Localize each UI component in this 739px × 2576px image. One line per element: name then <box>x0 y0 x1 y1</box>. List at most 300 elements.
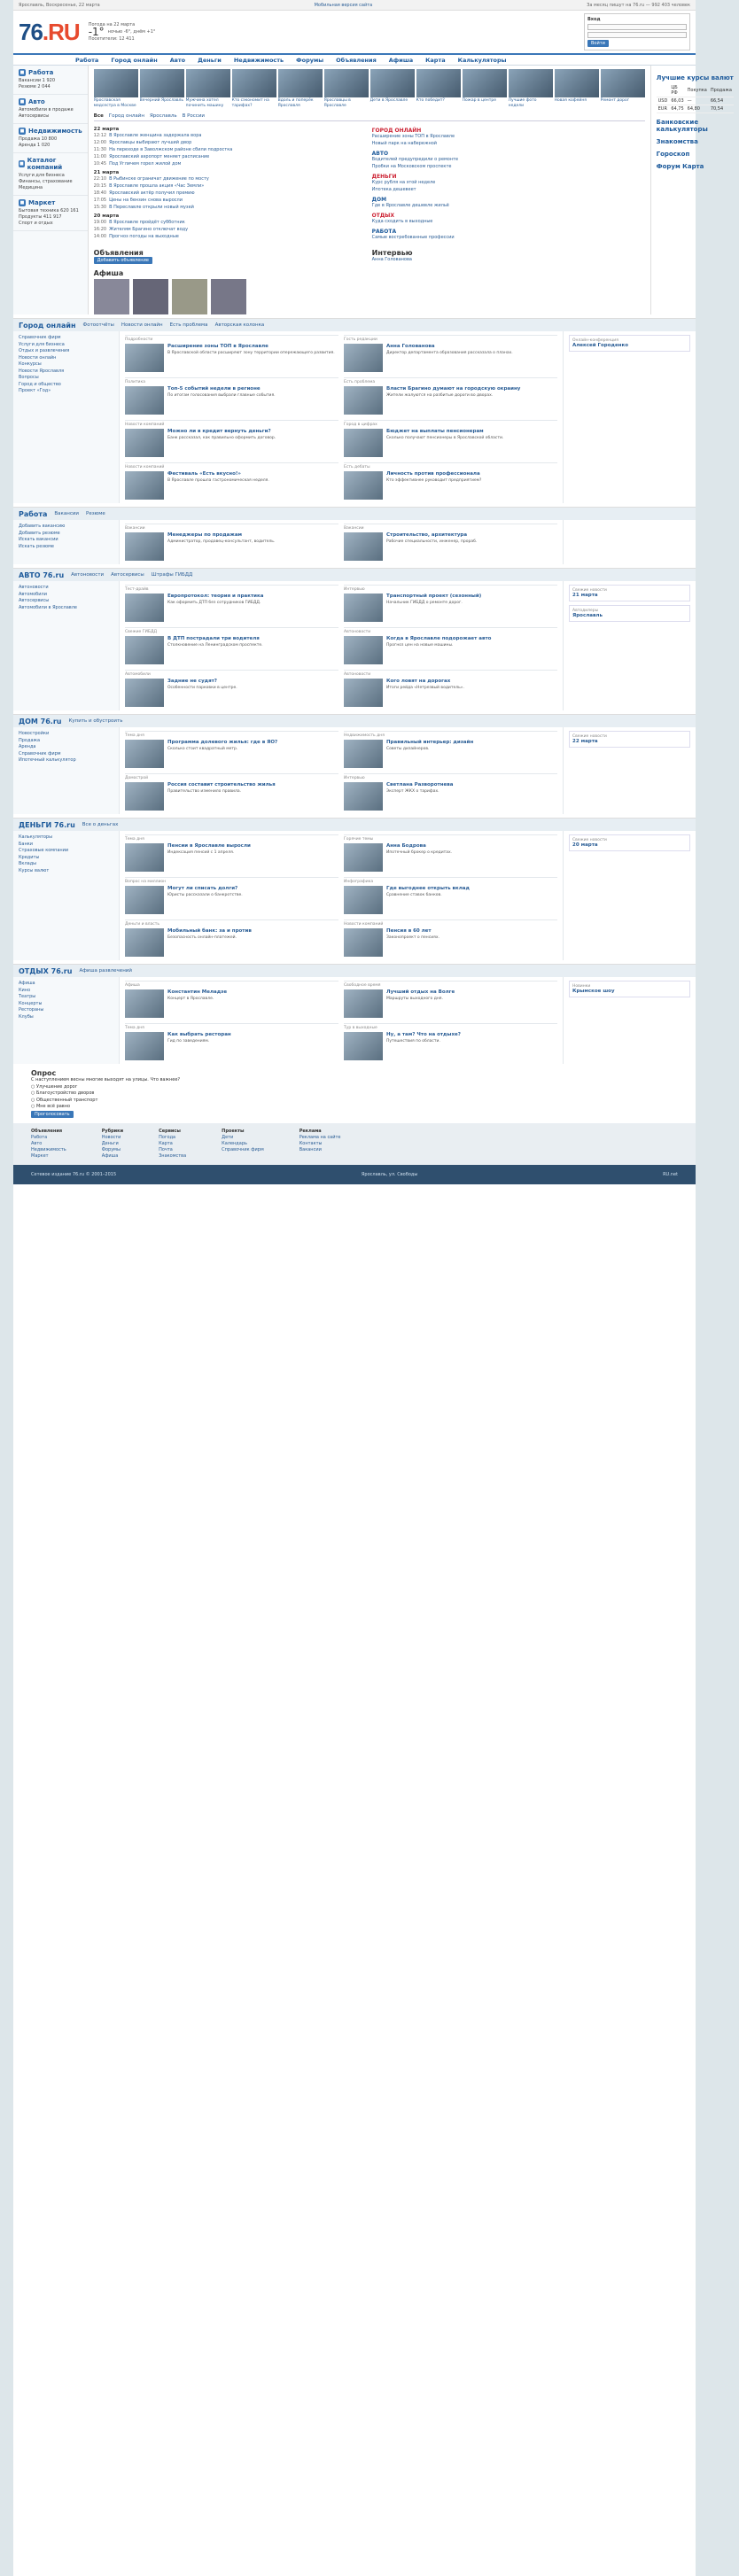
aside-title[interactable]: 20 марта <box>572 842 598 848</box>
partner-logo[interactable]: RU.net <box>663 1171 678 1177</box>
article-title[interactable]: Задние не судят? <box>167 679 218 684</box>
article-photo[interactable] <box>344 928 383 957</box>
footer-link[interactable]: Карта <box>159 1140 173 1146</box>
article-card <box>344 731 557 768</box>
category-title[interactable]: РАБОТА <box>371 229 397 235</box>
article-title[interactable]: Анна Бодрова <box>386 843 426 849</box>
article-card <box>344 773 557 811</box>
article-title[interactable]: Ну, а там? Что на отдыхе? <box>386 1032 461 1037</box>
article-title[interactable]: Как выбрать ресторан <box>167 1032 231 1037</box>
photo-caption[interactable]: Пожар в центре <box>462 98 496 103</box>
photo-image[interactable] <box>94 69 138 97</box>
section-sidebar-link[interactable]: Город и общество <box>19 381 61 387</box>
article-photo[interactable] <box>125 594 164 622</box>
footer-link[interactable]: Почта <box>159 1146 173 1152</box>
add-ad-button[interactable]: Добавить объявление <box>94 257 152 264</box>
category-news-item[interactable]: Водителей предупредили о ремонте <box>371 157 459 162</box>
photo-image[interactable] <box>601 69 645 97</box>
section-sidebar-link[interactable]: Афиша <box>19 981 35 986</box>
afisha-poster[interactable] <box>211 279 246 314</box>
footer-link[interactable]: Контакты <box>299 1140 323 1146</box>
article-photo[interactable] <box>125 989 164 1018</box>
article-photo[interactable] <box>344 843 383 872</box>
section-sidebar-link[interactable]: Отдых и развлечения <box>19 348 70 353</box>
photo-thumb[interactable] <box>324 69 369 108</box>
section-sidebar-link[interactable]: Театры <box>19 994 36 999</box>
article-title[interactable]: Топ-5 событий недели в регионе <box>167 386 261 392</box>
footer-column <box>299 1129 341 1160</box>
news-item[interactable] <box>94 161 367 167</box>
article-title[interactable]: Власти Брагино думают на городскую окраину <box>386 386 521 392</box>
footer-link[interactable]: Знакомства <box>159 1152 187 1159</box>
article-desc: Столкновение на Ленинградском проспекте. <box>167 642 263 648</box>
photo-thumb[interactable] <box>278 69 323 108</box>
photo-image[interactable] <box>370 69 415 97</box>
section-link[interactable]: Автоновости <box>71 572 105 578</box>
section-sidebar-link[interactable]: Добавить вакансию <box>19 524 66 529</box>
news-item[interactable] <box>94 227 367 233</box>
section-sidebar-link[interactable]: Автомобили в Ярославле <box>19 604 78 610</box>
article-photo[interactable] <box>125 532 164 561</box>
vote-button[interactable]: Проголосовать <box>31 1111 74 1118</box>
article-label: Интервью <box>344 776 365 780</box>
article-photo[interactable] <box>344 782 383 811</box>
photo-caption[interactable]: Ремонт дорог <box>600 98 630 103</box>
section-link[interactable]: Купить и обустроить <box>68 718 123 724</box>
section-sidebar-link[interactable]: Новости Ярославля <box>19 368 65 374</box>
section-aside <box>563 331 696 503</box>
article-title[interactable]: Анна Голованова <box>386 344 435 349</box>
left-section-link[interactable]: Вакансии 1 920 <box>19 78 55 83</box>
section-sidebar-link[interactable]: Вклады <box>19 861 37 866</box>
left-section-link[interactable]: Аренда 1 020 <box>19 143 51 148</box>
header <box>13 11 696 53</box>
article-photo[interactable] <box>125 429 164 457</box>
photo-image[interactable] <box>186 69 230 97</box>
news-title[interactable]: Под Угличем горел жилой дом <box>109 161 182 167</box>
footer-link[interactable]: Календарь <box>222 1140 247 1146</box>
photo-thumb[interactable] <box>94 69 138 108</box>
news-item[interactable] <box>94 147 367 153</box>
section-link[interactable]: Резюме <box>86 511 105 516</box>
nav-work[interactable]: Работа <box>75 56 99 64</box>
article-photo[interactable] <box>125 928 164 957</box>
photo-caption[interactable]: Кто сэкономит на тарифах? <box>231 98 269 108</box>
article-title[interactable]: Фестиваль «Есть вкусно!» <box>167 471 241 477</box>
left-section-link[interactable]: Автосервисы <box>19 113 50 119</box>
section-sidebar-link[interactable]: Вопросы <box>19 375 39 380</box>
section-sidebar-link[interactable]: Страховые компании <box>19 848 69 853</box>
article-title[interactable]: Лучший отдых на Волге <box>386 989 455 995</box>
news-title[interactable]: Ярославский актёр получил премию <box>109 190 195 196</box>
news-item[interactable] <box>94 190 367 197</box>
article-text <box>167 636 263 664</box>
section-sidebar-link[interactable]: Автоновости <box>19 585 49 590</box>
nav-forums[interactable]: Форумы <box>296 56 324 64</box>
aside-title[interactable]: Ярославль <box>572 613 603 618</box>
left-section-link[interactable]: Финансы, страхование <box>19 179 73 184</box>
article-photo[interactable] <box>344 429 383 457</box>
afisha-poster[interactable] <box>172 279 207 314</box>
footer-link[interactable]: Недвижимость <box>31 1146 66 1152</box>
news-item[interactable] <box>94 176 367 182</box>
article-title[interactable]: Строительство, архитектура <box>386 532 468 538</box>
article-title[interactable]: Правильный интерьер: дизайн <box>386 740 474 745</box>
category-title[interactable]: ГОРОД ОНЛАЙН <box>371 128 422 134</box>
left-section-link[interactable]: Спорт и отдых <box>19 221 53 226</box>
section-sidebar-link[interactable]: Калькуляторы <box>19 834 53 840</box>
photo-image[interactable] <box>509 69 553 97</box>
news-title[interactable]: На переходе в Заволжском районе сбили подростка <box>109 147 233 152</box>
section-body <box>13 727 696 814</box>
photo-thumb[interactable] <box>463 69 507 108</box>
left-section-title[interactable] <box>19 199 82 206</box>
article-title[interactable]: Светлана Разворотнева <box>386 782 454 788</box>
article-card <box>125 524 338 561</box>
book-icon: ■ <box>19 161 24 167</box>
article-photo[interactable] <box>125 1032 164 1060</box>
article-photo[interactable] <box>344 636 383 664</box>
article-photo[interactable] <box>344 886 383 914</box>
section-sidebar-link[interactable]: Рестораны <box>19 1007 44 1013</box>
article-photo[interactable] <box>125 782 164 811</box>
section-link[interactable]: Все о деньгах <box>82 822 119 827</box>
section-link[interactable]: Новости онлайн <box>121 322 163 328</box>
article-title[interactable]: Когда в Ярославле подорожает авто <box>386 636 492 641</box>
weather-link[interactable]: Погода на 22 марта <box>88 22 136 27</box>
left-section-title[interactable] <box>19 69 82 76</box>
news-date: 22 марта <box>93 127 120 132</box>
article-title[interactable]: Менеджеры по продажам <box>167 532 243 538</box>
photo-thumb[interactable] <box>186 69 230 108</box>
news-title[interactable]: В Ярославле прошла акция «Час Земли» <box>109 183 205 189</box>
article-photo[interactable] <box>125 843 164 872</box>
news-title[interactable]: В Ярославле женщина задержала вора <box>109 133 202 138</box>
aside-label: Свежие новости <box>572 734 607 739</box>
footer-link[interactable]: Реклама на сайте <box>299 1134 341 1140</box>
photo-caption[interactable]: Ярославская медсестра в Москве <box>93 98 136 108</box>
left-section-title[interactable] <box>19 157 82 171</box>
photo-image[interactable] <box>278 69 323 97</box>
photo-caption[interactable]: Мужчина хотел починить машину <box>185 98 224 108</box>
section-header <box>13 569 696 581</box>
category-title[interactable]: ДЕНЬГИ <box>371 174 397 180</box>
left-section-link[interactable]: Бытовая техника 620 161 <box>19 208 79 213</box>
section-title[interactable]: Работа <box>19 509 48 518</box>
article-row <box>344 989 557 1018</box>
category-news-item[interactable]: Куда сходить в выходные <box>371 219 433 224</box>
article-photo[interactable] <box>344 679 383 707</box>
section-title[interactable]: ДЕНЬГИ 76.ru <box>19 820 75 829</box>
article-label: Свободное время <box>344 983 381 988</box>
article-title[interactable]: Россия составит строительство жилья <box>167 782 276 788</box>
poll-option[interactable]: ○ Мне всё равно <box>31 1104 71 1109</box>
login-box <box>584 13 690 50</box>
section-link[interactable]: Фотоотчёты <box>82 322 114 328</box>
footer-link[interactable]: Авто <box>31 1140 43 1146</box>
interview-block <box>372 249 645 264</box>
section-sidebar-link[interactable]: Искать резюме <box>19 543 54 549</box>
aside-title[interactable]: 22 марта <box>572 739 598 744</box>
photo-caption[interactable]: Лучшие фото недели <box>508 98 537 108</box>
section-title[interactable]: АВТО 76.ru <box>19 570 65 579</box>
photo-caption[interactable]: Вдоль и поперёк Ярославля <box>277 98 314 108</box>
article-title[interactable]: Можно ли в кредит вернуть деньги? <box>167 429 271 434</box>
article-photo[interactable] <box>344 471 383 500</box>
article-title[interactable]: Личность против профессионала <box>386 471 480 477</box>
photo-thumb[interactable] <box>232 69 276 108</box>
photo-caption[interactable]: Вечерний Ярославль <box>139 98 184 103</box>
category-news-item[interactable]: Курс рубля на этой неделе <box>371 180 436 185</box>
interview-name[interactable]: Анна Голованова <box>371 257 412 262</box>
section-sidebar-link[interactable]: Автомобили <box>19 591 47 597</box>
article-label: Вакансии <box>125 526 145 531</box>
left-section-link[interactable]: Услуги для бизнеса <box>19 173 65 178</box>
footer-link[interactable]: Работа <box>31 1134 48 1140</box>
login-button[interactable]: Войти <box>587 40 609 47</box>
footer-link[interactable]: Новости <box>101 1134 121 1140</box>
article-title[interactable]: Константин Меладзе <box>167 989 228 995</box>
news-item[interactable] <box>94 183 367 190</box>
article-photo[interactable] <box>344 594 383 622</box>
section-sidebar-link[interactable]: Новостройки <box>19 731 50 736</box>
article-title[interactable]: Мобильный банк: за и против <box>167 928 252 934</box>
tab-all[interactable]: Все <box>93 113 104 119</box>
password-field[interactable] <box>587 32 687 38</box>
category-title[interactable]: ДОМ <box>371 197 387 203</box>
article-title[interactable]: Пенсия в 60 лет <box>386 928 432 934</box>
tab-yar[interactable]: Ярославль <box>149 113 177 119</box>
article-title[interactable]: Расширение зоны ТОП в Ярославле <box>167 344 268 349</box>
section-sidebar-link[interactable]: Справочник фирм <box>19 335 61 340</box>
section-title[interactable]: Город онлайн <box>19 321 76 330</box>
section-sidebar-link[interactable]: Аренда <box>19 744 36 749</box>
poll-option[interactable]: ○ Благоустройство дворов <box>31 1090 95 1096</box>
nav-realty[interactable]: Недвижимость <box>233 56 284 64</box>
footer-link[interactable]: Погода <box>159 1134 176 1140</box>
article-text <box>167 989 227 1018</box>
section-sidebar-link[interactable]: Банки <box>19 841 34 847</box>
section-sidebar-link[interactable]: Продажа <box>19 737 41 743</box>
footer-link[interactable]: Форумы <box>101 1146 121 1152</box>
category-news-item[interactable]: Расширение зоны ТОП в Ярославле <box>371 134 455 139</box>
photo-image[interactable] <box>416 69 461 97</box>
nav-ads[interactable]: Объявления <box>336 56 377 64</box>
section-link[interactable]: Штрафы ГИБДД <box>151 572 193 578</box>
article-photo[interactable] <box>125 344 164 372</box>
photo-image[interactable] <box>463 69 507 97</box>
nav-calc[interactable]: Калькуляторы <box>457 56 507 64</box>
nav-afisha[interactable]: Афиша <box>388 56 414 64</box>
section-sidebar-link[interactable]: Искать вакансии <box>19 537 58 542</box>
section-sidebar-link[interactable]: Новости онлайн <box>19 354 57 361</box>
photo-image[interactable] <box>555 69 599 97</box>
news-title[interactable]: В Рыбинске ограничат движение по мосту <box>109 176 209 182</box>
photo-thumb[interactable] <box>601 69 645 108</box>
tab-city[interactable]: Город онлайн <box>108 113 144 119</box>
afisha-poster[interactable] <box>94 279 129 314</box>
section-link[interactable]: Автосервисы <box>111 572 144 578</box>
poll <box>13 1064 696 1123</box>
article-title[interactable]: Транспортный проект (сезонный) <box>386 594 482 599</box>
news-item[interactable] <box>94 198 367 204</box>
photo-image[interactable] <box>324 69 369 97</box>
article-photo[interactable] <box>125 886 164 914</box>
section-sidebar-link[interactable]: Ипотечный калькулятор <box>19 757 76 763</box>
left-section-title[interactable] <box>19 128 82 135</box>
left-section-link[interactable]: Медицина <box>19 185 43 190</box>
news-item[interactable] <box>94 133 367 139</box>
footer-link[interactable]: Справочник фирм <box>222 1146 264 1152</box>
calc-title[interactable]: Банковские калькуляторы <box>656 119 708 133</box>
article-title[interactable]: Пенсии в Ярославле выросли <box>167 843 251 849</box>
photo-thumb[interactable] <box>509 69 553 108</box>
article-row <box>125 636 338 664</box>
article-card <box>344 585 557 622</box>
article-photo[interactable] <box>125 679 164 707</box>
section-sidebar-link[interactable]: Справочник фирм <box>19 750 61 757</box>
footer-link[interactable]: Дети <box>222 1134 234 1140</box>
category-title[interactable]: ОТДЫХ <box>371 213 395 219</box>
aside-title[interactable]: Крымское шоу <box>572 989 615 994</box>
category-news-item[interactable]: Новый парк на набережной <box>371 141 438 146</box>
article-title[interactable]: В ДТП пострадали три водителя <box>167 636 260 641</box>
poll-option[interactable]: ○ Улучшение дорог <box>31 1083 78 1090</box>
section-sidebar-link[interactable]: Концерты <box>19 1000 43 1006</box>
article-title[interactable]: Европротокол: теория и практика <box>167 594 264 599</box>
news-item[interactable] <box>94 154 367 160</box>
category-news-item[interactable]: Где в Ярославле дешевле жильё <box>371 203 449 208</box>
article-photo[interactable] <box>125 636 164 664</box>
section-sidebar-link[interactable]: Курсы валют <box>19 867 50 873</box>
section-link[interactable]: Авторская колонка <box>214 322 265 328</box>
section-sidebar-link[interactable]: Автосервисы <box>19 598 50 603</box>
left-section-link[interactable]: Автомобили в продаже <box>19 107 74 113</box>
footer <box>13 1123 696 1165</box>
aside-title[interactable]: Алексей Городенко <box>572 343 628 348</box>
aside-title[interactable]: 21 марта <box>572 593 598 598</box>
article-photo[interactable] <box>125 471 164 500</box>
dating-title[interactable]: Знакомства <box>656 138 698 145</box>
tab-russia[interactable]: В России <box>182 113 205 119</box>
news-time: 20:15 <box>93 183 107 189</box>
category-title[interactable]: АВТО <box>371 151 389 157</box>
footer-link[interactable]: Афиша <box>101 1152 119 1159</box>
login-field[interactable] <box>587 24 687 30</box>
nav-city[interactable]: Город онлайн <box>111 56 158 64</box>
section-link[interactable]: Афиша развлечений <box>79 968 132 974</box>
photo-thumb[interactable] <box>140 69 184 108</box>
header-info <box>89 21 156 43</box>
photo-caption[interactable]: Дети в Ярославле <box>370 98 408 103</box>
nav-map[interactable]: Карта <box>425 56 446 64</box>
news-title[interactable]: В Ярославле пройдёт субботник <box>109 220 185 225</box>
footer-link[interactable]: Маркет <box>31 1152 49 1159</box>
section-sidebar-link[interactable]: Кредиты <box>19 854 40 860</box>
section-link[interactable]: Вакансии <box>54 511 79 516</box>
mobile-link[interactable]: Мобильная версия сайта <box>314 2 373 8</box>
logo[interactable]: 76.RU <box>19 18 80 45</box>
news-item[interactable] <box>94 140 367 146</box>
section-sidebar <box>13 977 120 1064</box>
photo-thumb[interactable] <box>370 69 415 108</box>
section-title[interactable]: ОТДЫХ 76.ru <box>19 966 73 975</box>
article-photo[interactable] <box>344 532 383 561</box>
section-sidebar-link[interactable]: Кино <box>19 987 31 993</box>
section-sidebar-link[interactable]: Добавить резюме <box>19 530 60 536</box>
section-link[interactable]: Есть проблема <box>169 322 208 328</box>
article-text <box>386 679 464 707</box>
news-item[interactable] <box>94 220 367 226</box>
left-section-link[interactable]: Продажа 10 800 <box>19 136 58 142</box>
footer-link[interactable]: Вакансии <box>299 1146 322 1152</box>
article-title[interactable]: Могут ли списать долги? <box>167 886 238 891</box>
news-title[interactable]: В Переславле открыли новый музей <box>109 205 194 210</box>
news-item[interactable] <box>94 205 367 211</box>
category-news-item[interactable]: Самые востребованные профессии <box>371 235 455 240</box>
footer-link[interactable]: Деньги <box>101 1140 119 1146</box>
section-title[interactable]: ДОМ 76.ru <box>19 717 62 725</box>
horoscope-title[interactable]: Гороскоп <box>656 151 690 158</box>
photo-image[interactable] <box>140 69 184 97</box>
article-photo[interactable] <box>125 740 164 768</box>
article-title[interactable]: Бюджет на выплаты пенсионерам <box>386 429 484 434</box>
forum-title[interactable]: Форум Карта <box>656 163 704 170</box>
left-section-link[interactable]: Резюме 2 044 <box>19 84 51 89</box>
article-photo[interactable] <box>344 344 383 372</box>
news-title[interactable]: Ярославцы выбирают лучший двор <box>109 140 192 145</box>
section-sidebar-link[interactable]: Проект «Год» <box>19 388 51 393</box>
footer-column <box>222 1129 264 1160</box>
news-title[interactable]: Цены на бензин снова выросли <box>109 198 183 203</box>
article-text <box>167 344 335 372</box>
article-photo[interactable] <box>344 386 383 415</box>
afisha-poster[interactable] <box>133 279 168 314</box>
article-title[interactable]: Кого ловят на дорогах <box>386 679 451 684</box>
article-photo[interactable] <box>344 740 383 768</box>
article-photo[interactable] <box>125 386 164 415</box>
photo-caption[interactable]: Ярославцы в Ярославле <box>323 98 351 108</box>
nav-money[interactable]: Деньги <box>198 56 222 64</box>
photo-image[interactable] <box>232 69 276 97</box>
category-news-item[interactable]: Ипотека дешевеет <box>371 187 416 192</box>
news-title[interactable]: Жителям Брагино отключат воду <box>109 227 189 232</box>
article-photo[interactable] <box>344 1032 383 1060</box>
article-label: Автомобили <box>125 672 151 677</box>
poll-question: С наступлением весны многие выходят на улицы. Что важнее? <box>31 1077 181 1082</box>
article-photo[interactable] <box>344 989 383 1018</box>
photo-thumb[interactable] <box>416 69 461 108</box>
category-news-item[interactable]: Пробки на Московском проспекте <box>371 164 452 169</box>
article-card <box>125 1023 338 1060</box>
news-title[interactable]: Прогноз погоды на выходные <box>109 234 179 239</box>
section-sidebar-link[interactable]: Конкурсы <box>19 361 42 367</box>
news-item[interactable] <box>94 234 367 240</box>
poll-option[interactable]: ○ Общественный транспорт <box>31 1097 98 1103</box>
photo-caption[interactable]: Кто победит? <box>416 98 445 103</box>
article-title[interactable]: Программа долевого жилья: где в ЯО? <box>167 740 278 745</box>
nav-auto[interactable]: Авто <box>169 56 186 64</box>
news-title[interactable]: Ярославский аэропорт меняет расписание <box>109 154 210 159</box>
section-sidebar-link[interactable]: Клубы <box>19 1013 34 1020</box>
article-label: Город в цифрах <box>344 423 377 427</box>
article-title[interactable]: Где выгоднее открыть вклад <box>386 886 470 891</box>
left-section-title[interactable] <box>19 98 82 105</box>
left-section-link[interactable]: Продукты 411 917 <box>19 214 62 220</box>
section-sidebar-link[interactable]: Услуги для бизнеса <box>19 341 65 347</box>
photo-thumb[interactable] <box>555 69 599 108</box>
photo-caption[interactable]: Новая кофейня <box>554 98 587 103</box>
